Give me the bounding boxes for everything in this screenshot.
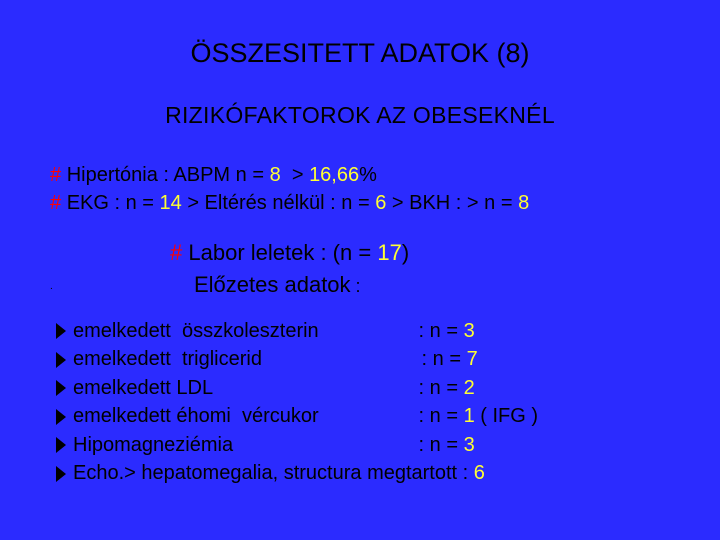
slide-subtitle: RIZIKÓFAKTOROK AZ OBESEKNÉL: [165, 102, 555, 128]
list-item-label: Hipomagneziémia: [73, 433, 234, 456]
list-item: [54, 346, 538, 375]
ekg-n3: 8: [518, 192, 530, 214]
list-item: [54, 374, 538, 403]
right-triangle-arrow-icon: [56, 323, 66, 339]
right-triangle-arrow-icon: [56, 437, 66, 453]
list-item-value-prefix: : n =: [413, 319, 464, 342]
list-item-value-suffix: ( IFG ): [474, 405, 539, 428]
list-item-label: emelkedett éhomi vércukor: [73, 405, 319, 428]
right-triangle-arrow-icon: [56, 352, 66, 368]
list-item-count: 7: [466, 348, 478, 371]
hypertonia-label: Hipertónia : ABPM n =: [66, 164, 270, 186]
list-item-count: 3: [463, 319, 475, 342]
list-item-count: 1: [463, 405, 475, 428]
hypertonia-n: 8: [269, 164, 281, 186]
labor-line: [170, 240, 409, 266]
labor-n: 17: [377, 240, 402, 265]
elozetes-label: Előzetes adatok: [194, 272, 351, 297]
list-item-value: [413, 405, 538, 428]
hash-marker: #: [170, 240, 183, 265]
labor-end: ): [401, 240, 410, 265]
right-triangle-arrow-icon: [56, 409, 66, 425]
list-item-value: [457, 462, 485, 485]
small-dot: .: [50, 281, 53, 292]
labor-label: Labor leletek : (n =: [188, 240, 378, 265]
ekg-line: [50, 190, 529, 216]
list-item-count: 2: [463, 376, 475, 399]
list-item-value-prefix: : n =: [413, 433, 464, 456]
list-item: [54, 317, 538, 346]
ekg-label: EKG : n =: [66, 192, 160, 214]
list-item-count: 6: [473, 462, 485, 485]
list-item-value: [416, 348, 478, 371]
list-item-value: [413, 434, 475, 457]
list-item-label: Echo.> hepatomegalia, structura megtartott: [73, 462, 458, 485]
list-item: [54, 431, 538, 460]
ekg-mid: > Eltérés nélkül : n =: [181, 192, 376, 214]
hash-marker: #: [50, 164, 62, 186]
list-item-label: emelkedett triglicerid: [73, 348, 262, 371]
list-item-value: [413, 377, 475, 400]
ekg-n2: 6: [375, 192, 387, 214]
list-item-label: emelkedett összkoleszterin: [73, 319, 319, 342]
list-item-value-prefix: : n =: [413, 376, 464, 399]
list-item-value-prefix: : n =: [416, 348, 467, 371]
right-triangle-arrow-icon: [56, 466, 66, 482]
list-item-label: emelkedett LDL: [73, 376, 214, 399]
ekg-end: > BKH : > n =: [386, 192, 519, 214]
list-item-count: 3: [463, 433, 475, 456]
hypertonia-pct: 16,66: [309, 164, 360, 186]
list-item-value: [413, 320, 475, 343]
list-item: [54, 403, 538, 432]
hypertonia-line: [50, 162, 377, 188]
risk-factor-list: [54, 317, 538, 488]
list-item-value-prefix: : n =: [413, 405, 464, 428]
hash-marker: #: [50, 192, 62, 214]
list-item: [54, 460, 538, 489]
hypertonia-mid: >: [280, 164, 310, 186]
elozetes-line: [194, 272, 361, 299]
hypertonia-pct-sign: %: [359, 164, 377, 186]
ekg-n: 14: [159, 192, 182, 214]
slide-title: ÖSSZESITETT ADATOK (8): [190, 38, 530, 68]
elozetes-colon: :: [350, 276, 361, 296]
right-triangle-arrow-icon: [56, 380, 66, 396]
list-item-value-prefix: :: [457, 462, 474, 485]
